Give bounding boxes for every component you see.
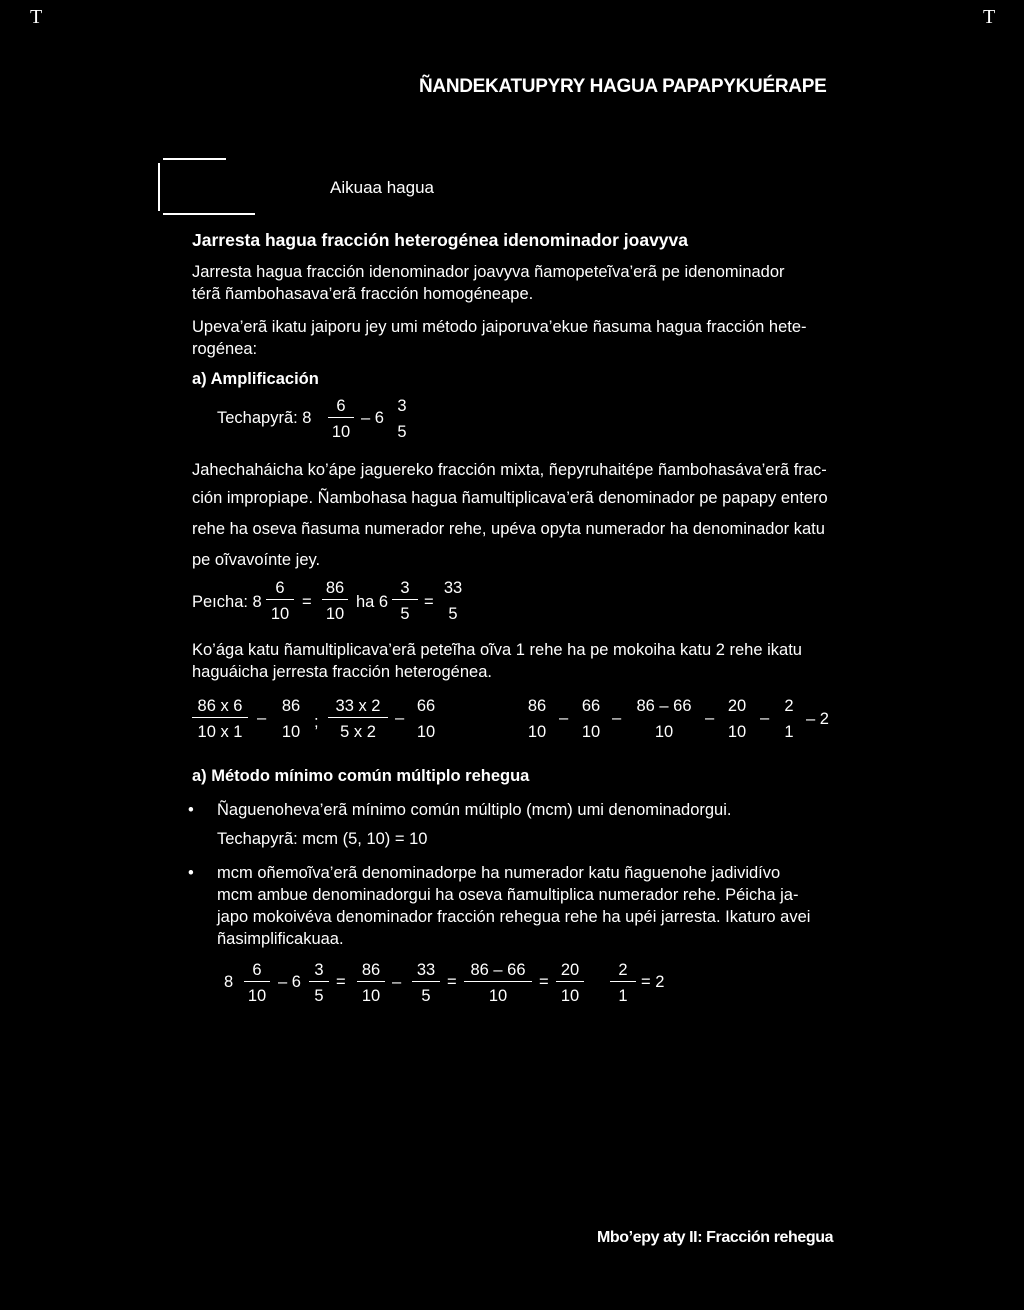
fraction [413, 696, 439, 742]
paragraph-line: térã ñambohasava’erã fracción homogéneape. [192, 285, 534, 303]
equals-sign: = [447, 973, 457, 991]
paragraph-line: pe oĩvavoínte jey. [192, 551, 321, 569]
fraction-bar [440, 599, 466, 600]
denominator: 10 [416, 723, 436, 741]
numerator: 86 [361, 961, 381, 979]
numerator: 3 [314, 961, 324, 979]
fraction-bar [556, 981, 584, 982]
denominator: 10 [727, 723, 747, 741]
numerator: 2 [784, 697, 794, 715]
fraction [440, 578, 466, 624]
operator: – [705, 709, 715, 727]
denominator: 1 [784, 723, 794, 741]
denominator: 10 [270, 605, 290, 623]
equals-sign: = [424, 593, 434, 611]
fraction-bar [412, 981, 440, 982]
denominator: 10 [654, 723, 674, 741]
equals-sign: = [336, 973, 346, 991]
numerator: 86 – 66 [636, 697, 692, 715]
denominator: 10 [527, 723, 547, 741]
bullet-text: japo mokoivéva denominador fracción rehegua rehe ha upéi jarresta. Ikaturo avei [217, 908, 811, 926]
denominator: 5 [314, 987, 324, 1005]
operator: – 6 [361, 409, 384, 427]
fraction-bar [244, 981, 270, 982]
fraction-bar [328, 717, 388, 718]
example-label: Peıcha: 8 [192, 593, 262, 611]
fraction-bar [392, 599, 418, 600]
denominator: 10 [325, 605, 345, 623]
section-title: Jarresta hagua fracción heterogénea idenominador joavyva [192, 230, 689, 250]
fraction [610, 960, 636, 1006]
fraction-bar [464, 981, 532, 982]
box-title: Aikuaa hagua [330, 178, 434, 197]
bullet-icon: • [188, 801, 194, 819]
numerator: 66 [416, 697, 436, 715]
operator: ha 6 [356, 593, 389, 611]
operator: – [760, 709, 770, 727]
numerator: 6 [252, 961, 262, 979]
operator: – [392, 973, 402, 991]
operator: – [257, 709, 267, 727]
bullet-text: mcm ambue denominadorgui ha oseva ñamultiplica numerador rehe. Péicha ja- [217, 886, 799, 904]
paragraph-line: haguáicha jerresta fracción heterogénea. [192, 663, 492, 681]
bullet-example: Techapyrã: mcm (5, 10) = 10 [217, 830, 428, 848]
box-left-rule [158, 163, 160, 211]
denominator: 10 [361, 987, 381, 1005]
fraction-bar [578, 717, 604, 718]
operator: – [559, 709, 569, 727]
fraction-bar [413, 717, 439, 718]
corner-mark-right: T [983, 6, 996, 28]
box-top-rule [163, 158, 226, 160]
numerator: 33 [416, 961, 436, 979]
fraction-bar [192, 717, 248, 718]
numerator: 86 [527, 697, 547, 715]
paragraph-line: Upeva’erã ikatu jaiporu jey umi método jaiporuva’ekue ñasuma hagua fracción hete- [192, 318, 807, 336]
numerator: 20 [727, 697, 747, 715]
denominator: 10 [281, 723, 301, 741]
numerator: 86 [281, 697, 301, 715]
denominator: 10 [331, 423, 351, 441]
separator: ; [314, 713, 319, 731]
page-footer: Mbo’epy aty II: Fracción rehegua [597, 1229, 834, 1246]
fraction [278, 696, 304, 742]
numerator: 86 [325, 579, 345, 597]
fraction [578, 696, 604, 742]
fraction-bar [309, 981, 329, 982]
fraction [192, 696, 248, 742]
fraction [244, 960, 270, 1006]
fraction-bar [610, 981, 636, 982]
fraction [556, 960, 584, 1006]
fraction [464, 960, 532, 1006]
bullet-text: Ñaguenoheva’erã mínimo común múltiplo (mcm) umi denominadorgui. [217, 801, 732, 819]
operator: – [395, 709, 405, 727]
denominator: 5 [421, 987, 431, 1005]
fraction-bar [322, 599, 348, 600]
numerator: 6 [275, 579, 285, 597]
fraction-bar [357, 981, 385, 982]
fraction [724, 696, 750, 742]
denominator: 10 x 1 [197, 723, 243, 741]
operator: – 6 [278, 973, 301, 991]
denominator: 5 [448, 605, 458, 623]
fraction-bar [780, 717, 798, 718]
fraction [392, 578, 418, 624]
denominator: 10 [581, 723, 601, 741]
example-label: Techapyrã: 8 [217, 409, 312, 427]
denominator: 10 [560, 987, 580, 1005]
numerator: 3 [397, 397, 407, 415]
denominator: 1 [618, 987, 628, 1005]
fraction [328, 696, 388, 742]
equals-sign: = [302, 593, 312, 611]
fraction-bar [278, 717, 304, 718]
numerator: 3 [400, 579, 410, 597]
paragraph-line: rehe ha oseva ñasuma numerador rehe, upéva opyta numerador ha denominador katu [192, 520, 825, 538]
fraction [524, 696, 550, 742]
paragraph-line: Jahechaháicha ko’ápe jaguereko fracción mixta, ñepyruhaitépe ñambohasáva’erã frac- [192, 461, 827, 479]
whole-number: 8 [224, 973, 234, 991]
paragraph-line: rogénea: [192, 340, 258, 358]
paragraph-line: Ko’ága katu ñamultiplicava’erã peteĩha oĩva 1 rehe ha pe mokoiha katu 2 rehe ikatu [192, 641, 802, 659]
denominator: 5 [400, 605, 410, 623]
fraction [357, 960, 385, 1006]
paragraph-line: Jarresta hagua fracción idenominador joavyva ñamopeteĩva’erã pe idenominador [192, 263, 785, 281]
fraction [328, 396, 354, 442]
fraction-bar [724, 717, 750, 718]
fraction-bar [328, 417, 354, 418]
result: = 2 [641, 973, 665, 991]
numerator: 66 [581, 697, 601, 715]
corner-mark-left: T [30, 6, 43, 28]
numerator: 2 [618, 961, 628, 979]
denominator: 5 x 2 [340, 723, 376, 741]
subheading-mcm: a) Método mínimo común múltiplo rehegua [192, 767, 530, 785]
paragraph-line: ción impropiape. Ñambohasa hagua ñamultiplicava’erã denominador pe papapy entero [192, 489, 828, 507]
denominator: 10 [488, 987, 508, 1005]
box-bottom-rule [163, 213, 255, 215]
fraction-bar [266, 599, 294, 600]
fraction [412, 960, 440, 1006]
fraction [322, 578, 348, 624]
fraction [780, 696, 798, 742]
fraction [309, 960, 329, 1006]
fraction [266, 578, 294, 624]
bullet-text: mcm oñemoĩva’erã denominadorpe ha numerador katu ñaguenohe jadividívo [217, 864, 781, 882]
operator: – [612, 709, 622, 727]
fraction-bar [392, 417, 412, 418]
numerator: 86 – 66 [470, 961, 526, 979]
numerator: 33 x 2 [335, 697, 381, 715]
fraction [392, 396, 412, 442]
numerator: 86 x 6 [197, 697, 243, 715]
bullet-text: ñasimplificakuaa. [217, 930, 344, 948]
result: – 2 [806, 710, 829, 728]
denominator: 10 [247, 987, 267, 1005]
fraction [630, 696, 698, 742]
equals-sign: = [539, 973, 549, 991]
numerator: 6 [336, 397, 346, 415]
numerator: 33 [443, 579, 463, 597]
page-header: ÑANDEKATUPYRY HAGUA PAPAPYKUÉRAPE [419, 76, 827, 97]
denominator: 5 [397, 423, 407, 441]
fraction-bar [630, 717, 698, 718]
numerator: 20 [560, 961, 580, 979]
bullet-icon: • [188, 864, 194, 882]
subheading-amplificacion: a) Amplificación [192, 370, 319, 388]
fraction-bar [524, 717, 550, 718]
